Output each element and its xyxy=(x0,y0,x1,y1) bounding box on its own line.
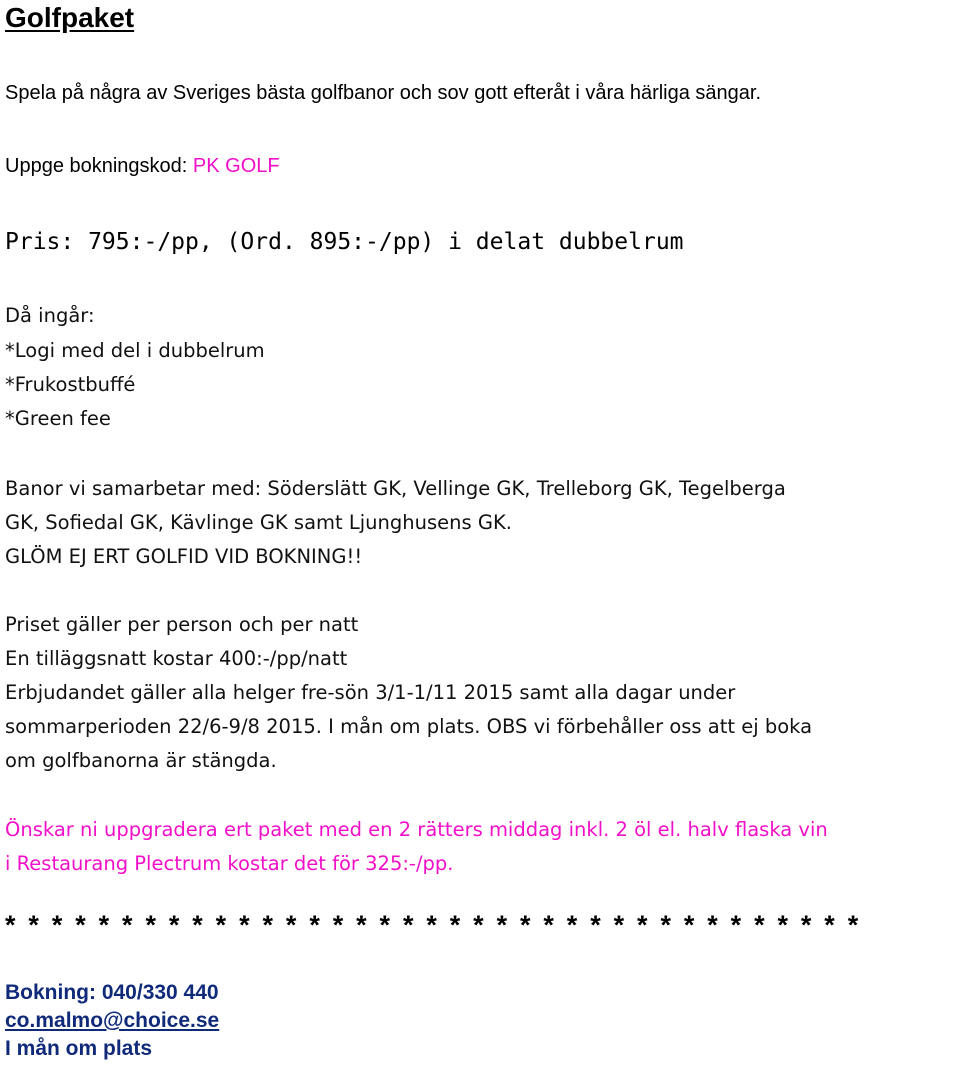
upgrade-line: i Restaurang Plectrum kostar det för 325:-/pp. xyxy=(5,852,454,875)
courses-line: GK, Sofiedal GK, Kävlinge GK samt Ljunghusens GK. xyxy=(5,511,512,534)
booking-code-value: PK GOLF xyxy=(192,155,280,177)
included-item: *Green fee xyxy=(5,407,111,430)
booking-code-line xyxy=(5,151,280,181)
availability-note: I mån om plats xyxy=(5,1037,153,1060)
included-item: *Frukostbuffé xyxy=(5,373,136,396)
price-line: Pris: 795:-/pp, (Ord. 895:-/pp) i delat dubbelrum xyxy=(5,229,684,255)
upgrade-line: Önskar ni uppgradera ert paket med en 2 rätters middag inkl. 2 öl el. halv flaska vin xyxy=(5,818,828,841)
email-link[interactable]: co.malmo@choice.se xyxy=(5,1009,220,1032)
included-heading: Då ingår: xyxy=(5,304,95,327)
terms-line: En tilläggsnatt kostar 400:-/pp/natt xyxy=(5,647,348,670)
terms-line: sommarperioden 22/6-9/8 2015. I mån om plats. OBS vi förbehåller oss att ej boka xyxy=(5,715,813,738)
courses-line: Banor vi samarbetar med: Söderslätt GK, Vellinge GK, Trelleborg GK, Tegelberga xyxy=(5,477,786,500)
intro-text: Spela på några av Sveriges bästa golfbanor och sov gott efteråt i våra härliga sängar. xyxy=(5,82,762,104)
golfid-reminder: GLÖM EJ ERT GOLFID VID BOKNING!! xyxy=(5,545,363,568)
terms-line: Priset gäller per person och per natt xyxy=(5,613,359,636)
booking-code-label: Uppge bokningskod: xyxy=(5,155,188,177)
included-item: *Logi med del i dubbelrum xyxy=(5,339,265,362)
terms-line: Erbjudandet gäller alla helger fre-sön 3/1-1/11 2015 samt alla dagar under xyxy=(5,681,736,704)
booking-phone: Bokning: 040/330 440 xyxy=(5,981,219,1004)
page-title: Golfpaket xyxy=(5,2,135,33)
terms-line: om golfbanorna är stängda. xyxy=(5,749,277,772)
star-divider: * * * * * * * * * * * * * * * * * * * * * * * * * * * * * * * * * * * * * xyxy=(5,910,861,940)
